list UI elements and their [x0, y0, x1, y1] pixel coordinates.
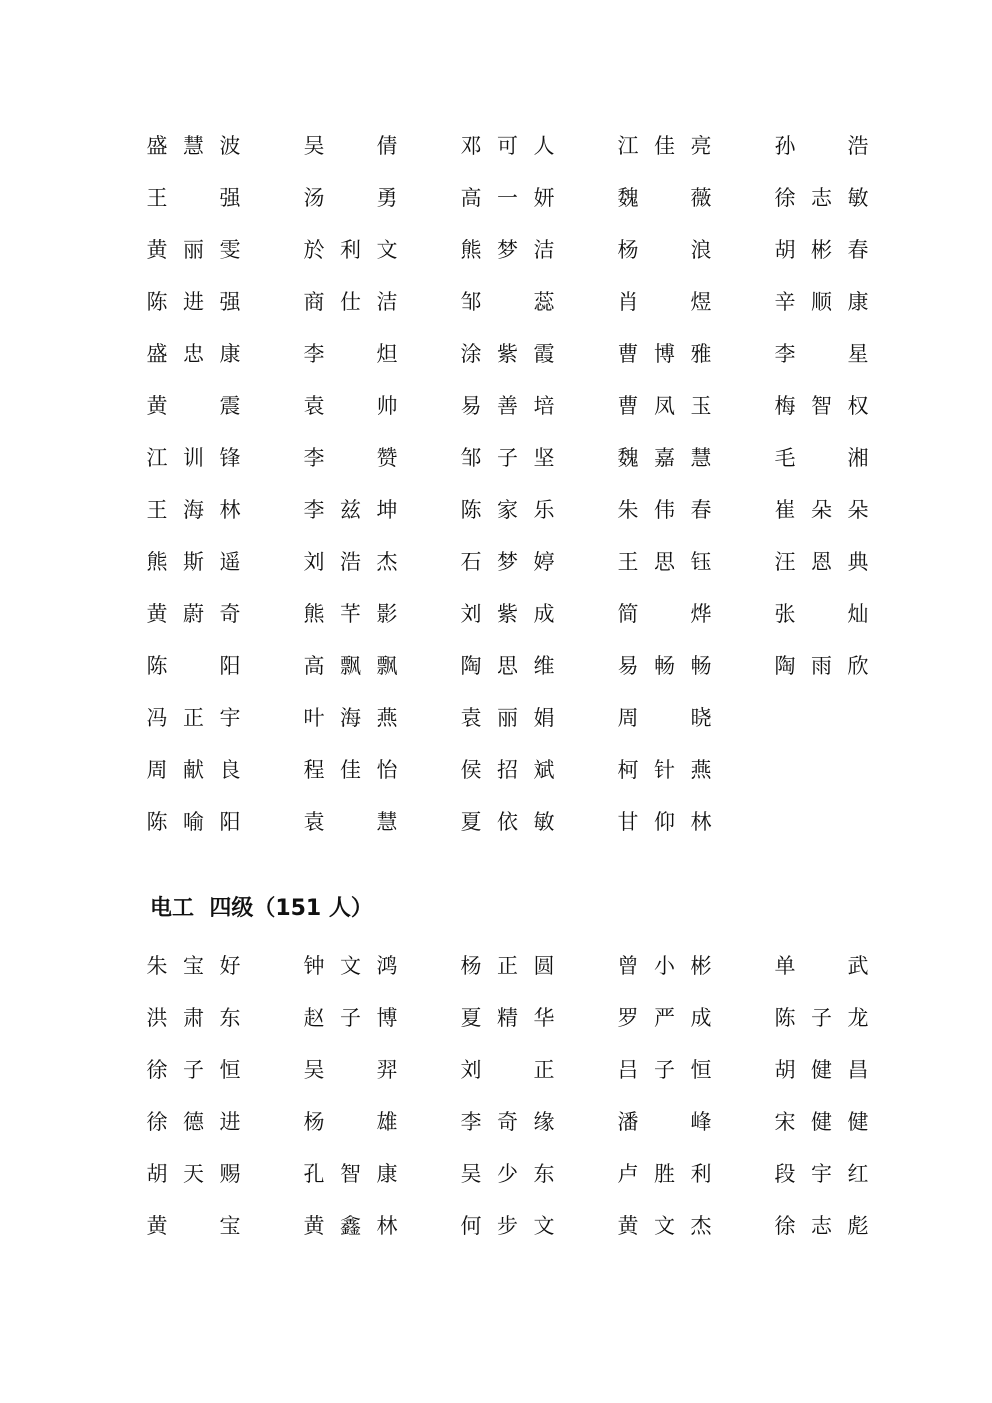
person-name: 周 晓 — [617, 705, 712, 730]
name-cell — [616, 224, 773, 276]
name-cell — [459, 940, 616, 992]
name-row — [145, 380, 880, 432]
name-cell — [459, 640, 616, 692]
name-cell — [616, 1044, 773, 1096]
name-row — [145, 484, 880, 536]
name-cell — [616, 172, 773, 224]
name-cell — [773, 536, 930, 588]
person-name: 易 善 培 — [460, 393, 555, 418]
name-cell — [773, 796, 930, 848]
person-name: 周 献 良 — [146, 757, 241, 782]
person-name: 朱 伟 春 — [617, 497, 712, 522]
name-row — [145, 536, 880, 588]
name-cell — [459, 796, 616, 848]
name-cell — [145, 744, 302, 796]
person-name: 杨 雄 — [303, 1109, 398, 1134]
section-title: 电工 四级（151 人） — [150, 896, 373, 921]
person-name: 甘 仰 林 — [617, 809, 712, 834]
person-name: 袁 丽 娟 — [460, 705, 555, 730]
person-name: 曾 小 彬 — [617, 953, 712, 978]
name-cell — [616, 588, 773, 640]
name-row — [145, 328, 880, 380]
person-name: 吴 羿 — [303, 1057, 398, 1082]
name-cell — [302, 1044, 459, 1096]
person-name: 黄 丽 雯 — [146, 237, 241, 262]
person-name: 胡 彬 春 — [774, 237, 869, 262]
name-cell — [616, 484, 773, 536]
person-name: 徐 德 进 — [146, 1109, 241, 1134]
person-name: 邓 可 人 — [460, 133, 555, 158]
name-cell — [302, 328, 459, 380]
person-name: 王 思 钰 — [617, 549, 712, 574]
person-name: 吴 少 东 — [460, 1161, 555, 1186]
name-cell — [459, 276, 616, 328]
person-name: 单 武 — [774, 953, 869, 978]
name-cell — [302, 172, 459, 224]
name-cell — [773, 940, 930, 992]
person-name: 汪 恩 典 — [774, 549, 869, 574]
name-cell — [302, 640, 459, 692]
name-cell — [302, 692, 459, 744]
person-name: 张 灿 — [774, 601, 869, 626]
name-cell — [616, 744, 773, 796]
name-cell — [616, 1096, 773, 1148]
name-cell — [773, 692, 930, 744]
name-row — [145, 940, 880, 992]
name-cell — [302, 1096, 459, 1148]
name-grid-top — [145, 120, 880, 848]
name-cell — [459, 484, 616, 536]
name-cell — [459, 224, 616, 276]
name-cell — [773, 1148, 930, 1200]
name-row — [145, 1044, 880, 1096]
person-name: 李 奇 缘 — [460, 1109, 555, 1134]
person-name: 程 佳 怡 — [303, 757, 398, 782]
person-name: 肖 煜 — [617, 289, 712, 314]
name-cell — [616, 276, 773, 328]
person-name: 江 训 锋 — [146, 445, 241, 470]
name-cell — [145, 120, 302, 172]
person-name: 钟 文 鸿 — [303, 953, 398, 978]
person-name: 熊 梦 洁 — [460, 237, 555, 262]
name-row — [145, 692, 880, 744]
person-name: 陶 雨 欣 — [774, 653, 869, 678]
person-name: 冯 正 宇 — [146, 705, 241, 730]
person-name: 盛 慧 波 — [146, 133, 241, 158]
name-cell — [145, 276, 302, 328]
name-cell — [459, 692, 616, 744]
name-cell — [459, 120, 616, 172]
person-name: 黄 文 杰 — [617, 1213, 712, 1238]
person-name: 侯 招 斌 — [460, 757, 555, 782]
name-row — [145, 992, 880, 1044]
name-cell — [773, 380, 930, 432]
name-cell — [145, 1044, 302, 1096]
person-name: 刘 浩 杰 — [303, 549, 398, 574]
person-name: 徐 志 敏 — [774, 185, 869, 210]
person-name: 黄 宝 — [146, 1213, 241, 1238]
person-name: 邹 子 坚 — [460, 445, 555, 470]
name-cell — [302, 744, 459, 796]
person-name: 黄 震 — [146, 393, 241, 418]
name-cell — [145, 432, 302, 484]
name-cell — [773, 328, 930, 380]
person-name: 於 利 文 — [303, 237, 398, 262]
person-name: 崔 朵 朵 — [774, 497, 869, 522]
name-cell — [773, 640, 930, 692]
name-cell — [616, 1200, 773, 1252]
person-name: 胡 天 赐 — [146, 1161, 241, 1186]
name-row — [145, 120, 880, 172]
name-cell — [302, 380, 459, 432]
name-cell — [773, 224, 930, 276]
name-cell — [773, 432, 930, 484]
person-name: 袁 慧 — [303, 809, 398, 834]
name-cell — [145, 328, 302, 380]
person-name: 罗 严 成 — [617, 1005, 712, 1030]
person-name: 汤 勇 — [303, 185, 398, 210]
name-cell — [459, 588, 616, 640]
person-name: 吴 倩 — [303, 133, 398, 158]
person-name: 陈 子 龙 — [774, 1005, 869, 1030]
name-cell — [773, 172, 930, 224]
name-cell — [145, 1200, 302, 1252]
name-cell — [145, 588, 302, 640]
name-cell — [616, 536, 773, 588]
person-name: 胡 健 昌 — [774, 1057, 869, 1082]
name-cell — [145, 692, 302, 744]
name-cell — [773, 1200, 930, 1252]
name-cell — [459, 1044, 616, 1096]
name-cell — [616, 120, 773, 172]
person-name: 熊 斯 遥 — [146, 549, 241, 574]
name-row — [145, 588, 880, 640]
name-cell — [773, 744, 930, 796]
person-name: 洪 肃 东 — [146, 1005, 241, 1030]
name-cell — [302, 432, 459, 484]
person-name: 赵 子 博 — [303, 1005, 398, 1030]
name-row — [145, 744, 880, 796]
person-name: 盛 忠 康 — [146, 341, 241, 366]
name-cell — [616, 992, 773, 1044]
name-row — [145, 1148, 880, 1200]
person-name: 徐 志 彪 — [774, 1213, 869, 1238]
person-name: 梅 智 权 — [774, 393, 869, 418]
name-cell — [459, 380, 616, 432]
name-cell — [773, 120, 930, 172]
person-name: 卢 胜 利 — [617, 1161, 712, 1186]
name-cell — [459, 172, 616, 224]
person-name: 陈 喻 阳 — [146, 809, 241, 834]
person-name: 邹 蕊 — [460, 289, 555, 314]
name-cell — [773, 1096, 930, 1148]
name-cell — [145, 940, 302, 992]
person-name: 石 梦 婷 — [460, 549, 555, 574]
name-cell — [145, 380, 302, 432]
person-name: 熊 芊 影 — [303, 601, 398, 626]
person-name: 陈 进 强 — [146, 289, 241, 314]
person-name: 李 炟 — [303, 341, 398, 366]
person-name: 简 烨 — [617, 601, 712, 626]
name-cell — [302, 588, 459, 640]
person-name: 李 兹 坤 — [303, 497, 398, 522]
person-name: 魏 嘉 慧 — [617, 445, 712, 470]
name-cell — [773, 992, 930, 1044]
person-name: 孙 浩 — [774, 133, 869, 158]
name-cell — [145, 224, 302, 276]
person-name: 黄 蔚 奇 — [146, 601, 241, 626]
name-cell — [302, 1200, 459, 1252]
person-name: 高 一 妍 — [460, 185, 555, 210]
name-row — [145, 1200, 880, 1252]
person-name: 夏 精 华 — [460, 1005, 555, 1030]
person-name: 王 强 — [146, 185, 241, 210]
name-cell — [459, 1200, 616, 1252]
person-name: 杨 正 圆 — [460, 953, 555, 978]
name-row — [145, 432, 880, 484]
name-cell — [616, 432, 773, 484]
person-name: 陈 家 乐 — [460, 497, 555, 522]
person-name: 刘 正 — [460, 1057, 555, 1082]
person-name: 涂 紫 霞 — [460, 341, 555, 366]
name-cell — [616, 328, 773, 380]
name-cell — [145, 1148, 302, 1200]
name-cell — [302, 796, 459, 848]
person-name: 魏 薇 — [617, 185, 712, 210]
name-cell — [302, 536, 459, 588]
name-row — [145, 172, 880, 224]
name-row — [145, 796, 880, 848]
name-cell — [773, 484, 930, 536]
name-cell — [459, 536, 616, 588]
person-name: 江 佳 亮 — [617, 133, 712, 158]
name-cell — [459, 992, 616, 1044]
person-name: 段 宇 红 — [774, 1161, 869, 1186]
name-grid-bottom — [145, 940, 880, 1252]
person-name: 李 星 — [774, 341, 869, 366]
person-name: 毛 湘 — [774, 445, 869, 470]
name-cell — [302, 484, 459, 536]
name-row — [145, 1096, 880, 1148]
name-cell — [302, 120, 459, 172]
name-cell — [302, 276, 459, 328]
name-cell — [459, 744, 616, 796]
person-name: 高 飘 飘 — [303, 653, 398, 678]
person-name: 李 赞 — [303, 445, 398, 470]
person-name: 徐 子 恒 — [146, 1057, 241, 1082]
person-name: 刘 紫 成 — [460, 601, 555, 626]
name-cell — [459, 1148, 616, 1200]
person-name: 辛 顺 康 — [774, 289, 869, 314]
person-name: 朱 宝 好 — [146, 953, 241, 978]
person-name: 商 仕 洁 — [303, 289, 398, 314]
name-cell — [616, 692, 773, 744]
name-cell — [145, 172, 302, 224]
person-name: 陈 阳 — [146, 653, 241, 678]
person-name: 曹 博 雅 — [617, 341, 712, 366]
name-cell — [459, 328, 616, 380]
person-name: 陶 思 维 — [460, 653, 555, 678]
name-cell — [145, 536, 302, 588]
person-name: 柯 针 燕 — [617, 757, 712, 782]
name-row — [145, 276, 880, 328]
person-name: 曹 凤 玉 — [617, 393, 712, 418]
person-name: 宋 健 健 — [774, 1109, 869, 1134]
person-name: 潘 峰 — [617, 1109, 712, 1134]
name-cell — [145, 992, 302, 1044]
name-row — [145, 224, 880, 276]
name-row — [145, 640, 880, 692]
name-cell — [616, 380, 773, 432]
name-cell — [616, 940, 773, 992]
name-cell — [302, 992, 459, 1044]
person-name: 叶 海 燕 — [303, 705, 398, 730]
person-name: 王 海 林 — [146, 497, 241, 522]
name-cell — [616, 796, 773, 848]
person-name: 吕 子 恒 — [617, 1057, 712, 1082]
person-name: 孔 智 康 — [303, 1161, 398, 1186]
name-cell — [145, 1096, 302, 1148]
name-cell — [773, 588, 930, 640]
person-name: 杨 浪 — [617, 237, 712, 262]
person-name: 夏 依 敏 — [460, 809, 555, 834]
name-cell — [459, 1096, 616, 1148]
name-cell — [145, 640, 302, 692]
name-cell — [773, 1044, 930, 1096]
name-cell — [145, 796, 302, 848]
name-cell — [145, 484, 302, 536]
name-cell — [459, 432, 616, 484]
person-name: 黄 鑫 林 — [303, 1213, 398, 1238]
name-cell — [302, 940, 459, 992]
name-cell — [302, 1148, 459, 1200]
name-cell — [616, 640, 773, 692]
name-cell — [773, 276, 930, 328]
name-cell — [302, 224, 459, 276]
person-name: 袁 帅 — [303, 393, 398, 418]
person-name: 何 步 文 — [460, 1213, 555, 1238]
person-name: 易 畅 畅 — [617, 653, 712, 678]
name-cell — [616, 1148, 773, 1200]
